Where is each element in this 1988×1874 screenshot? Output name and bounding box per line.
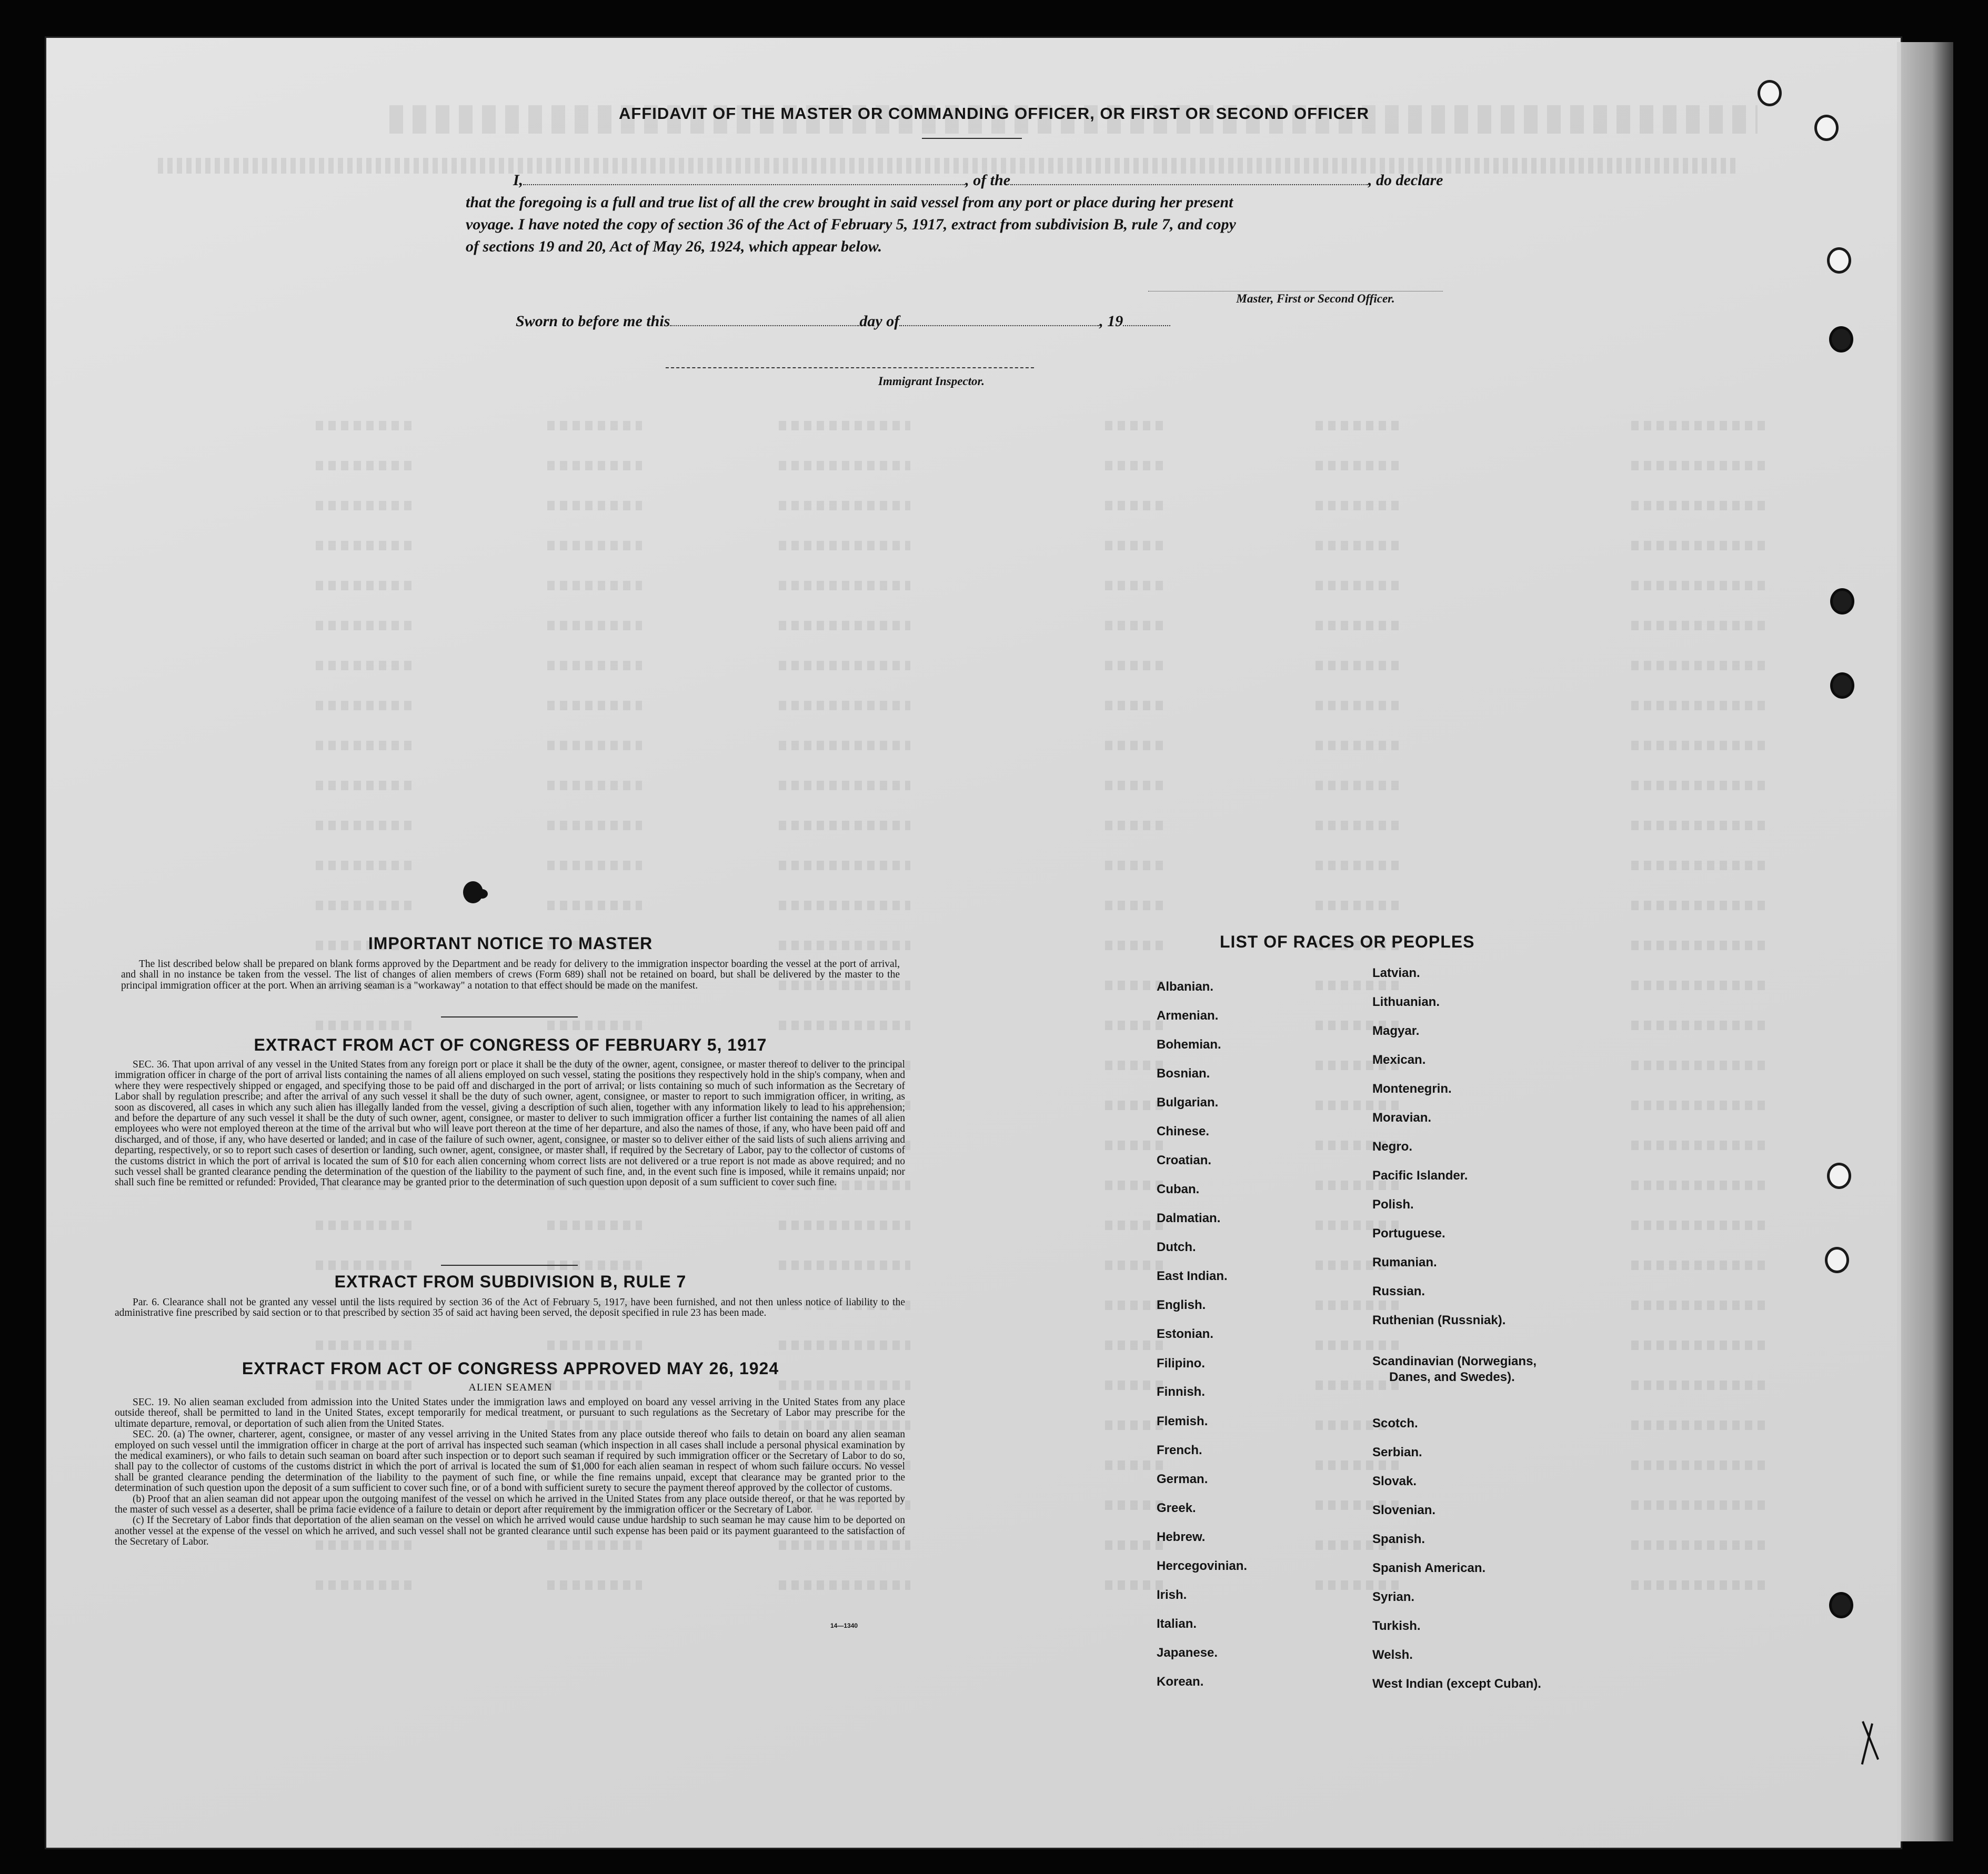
bleed-through-mark (1105, 501, 1168, 510)
bleed-through-mark (547, 501, 642, 510)
form-number: 14—1340 (830, 1622, 858, 1629)
bleed-through-mark (1105, 621, 1168, 630)
bleed-through-mark (316, 701, 416, 710)
bleed-through-mark (1105, 461, 1168, 470)
race-item: Croatian. (1157, 1153, 1212, 1167)
inspector-signature-label: Immigrant Inspector. (878, 375, 985, 388)
bleed-through-mark (316, 861, 416, 870)
bleed-through-mark (779, 661, 910, 670)
name-blank (523, 184, 965, 185)
race-item: Rumanian. (1372, 1255, 1437, 1270)
bleed-through-mark (1631, 981, 1768, 990)
page-edge-strip (1901, 42, 1953, 1841)
extract-1924-title: EXTRACT FROM ACT OF CONGRESS APPROVED MAY 26, 1924 (242, 1359, 779, 1378)
binder-hole-icon (1829, 1592, 1853, 1618)
race-item: Turkish. (1372, 1619, 1421, 1633)
page-edge (1897, 42, 1901, 1841)
race-item: Scotch. (1372, 1416, 1418, 1430)
extract-rule7-title: EXTRACT FROM SUBDIVISION B, RULE 7 (334, 1272, 687, 1291)
race-item: Scandinavian (Norwegians, (1372, 1354, 1537, 1368)
notice-paragraph: The list described below shall be prepared on blank forms approved by the Department and be ready for delivery to the immigration inspector boarding the vessel at the port of arrival, and shall in no instance be taken from the vessel. The list of changes of alien members of crews (Form 689) shall not be retained on board, but shall be delivered by the master to the principal immigration officer at the port. When an arriving seaman is a "workaway" a notation to that effect should be made on the manifest. (121, 959, 900, 991)
notice-title: IMPORTANT NOTICE TO MASTER (368, 934, 653, 953)
bleed-through-mark (1105, 661, 1168, 670)
affidavit-of-the: , of the (965, 172, 1011, 189)
bleed-through-mark (779, 901, 910, 910)
bleed-through-mark (779, 501, 910, 510)
bleed-through-mark (316, 1341, 416, 1350)
bleed-through-mark (1105, 741, 1168, 750)
bleed-through-mark (1631, 1021, 1768, 1030)
bleed-through-mark (1631, 1221, 1768, 1230)
race-item: Greek. (1157, 1501, 1196, 1515)
bleed-through-mark (1631, 901, 1768, 910)
sworn-text: Sworn to before me this (516, 313, 670, 330)
race-item: Finnish. (1157, 1385, 1205, 1399)
binder-hole-icon (1830, 588, 1854, 614)
bleed-through-mark (547, 621, 642, 630)
bleed-through-mark (1105, 1341, 1168, 1350)
bleed-through-mark (779, 1221, 910, 1230)
bleed-through-mark (1316, 861, 1400, 870)
race-item: Lithuanian. (1372, 995, 1440, 1009)
bleed-through-mark (1316, 421, 1400, 430)
race-item: Hercegovinian. (1157, 1559, 1248, 1573)
section-19-paragraph: SEC. 19. No alien seaman excluded from admission into the United States under the immigration laws and employed on board any vessel arriving in the United States from any place outside thereof, shall be permitted to land in the United States, except temporarily for medical treatment, or pursuant to such regulations as the Secretary of Labor may prescribe for the ultimate departure, removal, or deportation of such alien from the United States. (115, 1397, 905, 1429)
race-item: East Indian. (1157, 1269, 1228, 1283)
sworn-day-of: day of (859, 313, 900, 330)
bleed-through-mark (1631, 701, 1768, 710)
bleed-through-mark (547, 541, 642, 550)
bleed-through-mark (1316, 661, 1400, 670)
bleed-through-mark (316, 461, 416, 470)
binder-hole-icon (1830, 672, 1854, 699)
bleed-through-mark (1631, 1141, 1768, 1150)
bleed-through-mark (1631, 1381, 1768, 1390)
bleed-through-mark (547, 701, 642, 710)
race-item: Hebrew. (1157, 1530, 1206, 1544)
race-item: Spanish. (1372, 1532, 1425, 1546)
bleed-through-mark (1631, 1500, 1768, 1510)
race-item: Italian. (1157, 1617, 1197, 1631)
bleed-through-mark (1316, 501, 1400, 510)
race-item: Portuguese. (1372, 1226, 1445, 1241)
bleed-through-mark (1316, 781, 1400, 790)
bleed-through-mark (316, 421, 416, 430)
race-item: Irish. (1157, 1588, 1187, 1602)
bleed-through-mark (1631, 861, 1768, 870)
bleed-through-mark (1631, 421, 1768, 430)
affidavit-line-3: voyage. I have noted the copy of section 36 of the Act of February 5, 1917, extract from subdivision B, rule 7, and copy (466, 216, 1236, 233)
title-underline (922, 138, 1022, 139)
bleed-through-mark (1316, 621, 1400, 630)
race-item: Dalmatian. (1157, 1211, 1221, 1225)
bleed-through-mark (1105, 1141, 1168, 1150)
bleed-through-mark (1631, 1341, 1768, 1350)
notice-text (121, 959, 900, 991)
vessel-blank (1010, 184, 1368, 185)
race-item: Slovenian. (1372, 1503, 1436, 1517)
bleed-through-mark (1631, 781, 1768, 790)
race-item: Mexican. (1372, 1053, 1426, 1067)
races-title: LIST OF RACES OR PEOPLES (1220, 932, 1475, 951)
bleed-through-mark (1631, 1460, 1768, 1470)
bleed-through-mark (779, 581, 910, 590)
bleed-through-mark (1105, 821, 1168, 830)
bleed-through-mark (1105, 941, 1168, 950)
extract-1924-text (115, 1397, 905, 1548)
bleed-through-mark (1316, 461, 1400, 470)
binder-hole-icon (1825, 1247, 1849, 1273)
race-item: Cuban. (1157, 1182, 1200, 1196)
race-item: Serbian. (1372, 1445, 1422, 1459)
bleed-through-mark (779, 541, 910, 550)
bleed-through-mark (1316, 1580, 1400, 1590)
bleed-through-mark (547, 821, 642, 830)
bleed-through-mark (547, 581, 642, 590)
bleed-through-mark (1631, 821, 1768, 830)
bleed-through-mark (1105, 901, 1168, 910)
race-item: Japanese. (1157, 1646, 1218, 1660)
bleed-through-mark (1316, 541, 1400, 550)
race-item: Russian. (1372, 1284, 1425, 1298)
bleed-through-mark (1105, 861, 1168, 870)
bleed-through-mark (1105, 581, 1168, 590)
race-item: Filipino. (1157, 1356, 1205, 1371)
bleed-through-mark (316, 661, 416, 670)
race-item: Polish. (1372, 1197, 1414, 1212)
bleed-through-mark (316, 741, 416, 750)
bleed-through-mark (547, 1021, 642, 1030)
bleed-through-mark (779, 861, 910, 870)
bleed-through-mark (1316, 1301, 1400, 1310)
sworn-year: , 19 (1099, 313, 1123, 330)
race-item: Syrian. (1372, 1590, 1415, 1604)
bleed-through-mark (316, 1021, 416, 1030)
binder-hole-icon (1829, 326, 1853, 352)
section-20c-paragraph: (c) If the Secretary of Labor finds that deportation of the alien seaman on the vessel on which he arrived would cause undue hardship to such seaman he may cause him to be deported on another vessel at the expense of the vessel on which he arrived, and such vessel shall not be granted clearance until such expense has been paid or its payment guaranteed to the satisfaction of the Secretary of Labor. (115, 1515, 905, 1548)
bleed-through-mark (547, 461, 642, 470)
section-20a-paragraph: SEC. 20. (a) The owner, charterer, agent, consignee, or master of any vessel arriving in the United States from any place outside thereof who fails to detain on board any alien seaman employed on such vessel until the immigration officer in charge at the port of arrival has inspected such seaman (which inspection in all cases shall include a personal physical examination by the medical examiners), or who fails to detain such seaman on board after such inspection or to deport such seaman if required by such immigration officer or the Secretary of Labor to do so, shall pay to the collector of customs of the customs district in which the port of arrival is located the sum of $1,000 for each alien seaman in respect of whom such failure occurs. No vessel shall be granted clearance pending the determination of the liability to the payment of such fine, or while the fine remains unpaid, except that clearance may be granted prior to the determination of such question upon the deposit of a sum sufficient to cover such fine, or of a bond with sufficient surety to secure the payment thereof approved by the collector of customs. (115, 1429, 905, 1494)
bleed-through-mark (547, 901, 642, 910)
bleed-through-mark (1631, 621, 1768, 630)
day-blank (670, 325, 859, 326)
bleed-through-mark (316, 1580, 416, 1590)
bleed-through-mark (1105, 1460, 1168, 1470)
race-item: Ruthenian (Russniak). (1372, 1313, 1506, 1327)
binder-hole-icon (1827, 247, 1851, 274)
bleed-through-mark (1316, 1381, 1400, 1390)
bleed-through-mark (1316, 701, 1400, 710)
race-item: Montenegrin. (1372, 1082, 1452, 1096)
ink-stain (476, 889, 488, 899)
bleed-through-mark (316, 1261, 416, 1270)
bleed-through-mark (1631, 1101, 1768, 1110)
section-36-paragraph: SEC. 36. That upon arrival of any vessel in the United States from any foreign port or place it shall be the duty of the owner, agent, consignee, or master thereof to deliver to the principal immigration officer in charge of the port of arrival lists containing the names of all aliens employed on such vessel, stating the positions they respectively hold in the ship's company, when and where they were respectively shipped or engaged, and specifying those to be paid off and discharged in the port of arrival; or lists containing so much of such information as the Secretary of Labor shall by regulation prescribe; and after the arrival of any such vessel it shall be the duty of such owner, agent, consignee, or master to report to such immigration officer, in writing, as soon as discovered, all cases in which any such alien has illegally landed from the vessel, giving a description of such alien, together with any information likely to lead to his apprehension; and before the departure of any such vessel it shall be the duty of such owner, agent, consignee, or master to deliver to such immigration officer a further list containing the names of all alien employees who were not employed thereon at the time of the arrival but who will leave port thereon at the time of her departure, and also the names of those, if any, who have been paid off and discharged, and of those, if any, who have deserted or landed; and in case of the failure of such owner, agent, consignee, or master so to deliver either of the said lists of such aliens arriving and departing, respectively, or so to report such cases of desertion or landing, such owner, agent, consignee, or master shall, if required by the Secretary of Labor, pay to the collector of customs of the customs district in which the port of arrival is located the sum of $10 for each alien concerning whom correct lists are not delivered or a true report is not made as above required; and no such vessel shall be granted clearance pending the determination of the question of the liability to the payment of such fine, and, in the event such fine is imposed, while it remains unpaid; nor shall such fine be remitted or refunded: Provided, That clearance may be granted prior to the determination of such question upon deposit of a sum sufficient to cover such fine. (115, 1059, 905, 1188)
bleed-through-mark (547, 661, 642, 670)
race-item: German. (1157, 1472, 1208, 1486)
month-blank (899, 325, 1099, 326)
race-item: Armenian. (1157, 1009, 1219, 1023)
race-item: Pacific Islander. (1372, 1168, 1468, 1183)
bleed-through-mark (1631, 501, 1768, 510)
race-item: Danes, and Swedes). (1389, 1370, 1515, 1384)
section-divider (441, 1016, 578, 1017)
master-signature-label: Master, First or Second Officer. (1236, 292, 1395, 305)
bleed-through-mark (1631, 581, 1768, 590)
bleed-through-mark (1316, 581, 1400, 590)
bleed-through-mark (1316, 1101, 1400, 1110)
bleed-through-mark (779, 701, 910, 710)
par-6-paragraph: Par. 6. Clearance shall not be granted any vessel until the lists required by section 36 of the Act of February 5, 1917, have been furnished, and not then unless notice of liability to the administrative fine prescribed by said section or to that prescribed by section 35 of said act having been served, the deposit specified in rule 23 has been made. (115, 1297, 905, 1319)
bleed-through-mark (1631, 1580, 1768, 1590)
bleed-through-mark (779, 421, 910, 430)
bleed-through-mark (1316, 901, 1400, 910)
bleed-through-mark (1631, 941, 1768, 950)
bleed-through-mark (316, 821, 416, 830)
bleed-through-mark (1631, 1181, 1768, 1190)
race-item: Spanish American. (1372, 1561, 1486, 1575)
bleed-through-mark (547, 421, 642, 430)
bleed-through-mark (1105, 781, 1168, 790)
bleed-through-mark (1631, 1301, 1768, 1310)
bleed-through-mark (316, 501, 416, 510)
bleed-through-mark (316, 581, 416, 590)
bleed-through-mark (1316, 981, 1400, 990)
bleed-through-mark (547, 861, 642, 870)
race-item: Bosnian. (1157, 1066, 1210, 1081)
bleed-through-mark (779, 1580, 910, 1590)
bleed-through-mark (1631, 741, 1768, 750)
binder-hole-icon (1827, 1163, 1851, 1189)
bleed-through-mark (779, 1341, 910, 1350)
year-blank (1123, 325, 1170, 326)
extract-rule7-text (115, 1297, 905, 1319)
bleed-through-mark (547, 1341, 642, 1350)
bleed-through-mark (1105, 701, 1168, 710)
race-item: Welsh. (1372, 1648, 1413, 1662)
bleed-through-mark (779, 781, 910, 790)
affidavit-line-4: of sections 19 and 20, Act of May 26, 1924, which appear below. (466, 238, 882, 255)
affidavit-line-1 (513, 169, 1443, 192)
race-item: Chinese. (1157, 1124, 1210, 1138)
section-divider (441, 1265, 578, 1266)
bleed-through-mark (779, 741, 910, 750)
race-item: English. (1157, 1298, 1206, 1312)
bleed-through-mark (1316, 741, 1400, 750)
bleed-through-mark (1316, 1460, 1400, 1470)
section-20b-paragraph: (b) Proof that an alien seaman did not appear upon the outgoing manifest of the vessel on which he arrived in the United States from any place outside thereof, or that he was reported by the master of such vessel as a deserter, shall be prima facie evidence of a failure to detain or deport after requirement by the immigration officer or the Secretary of Labor. (115, 1493, 905, 1516)
bleed-through-mark (1105, 421, 1168, 430)
race-item: West Indian (except Cuban). (1372, 1677, 1541, 1691)
bleed-through-mark (547, 1221, 642, 1230)
race-item: Estonian. (1157, 1327, 1214, 1341)
race-item: Dutch. (1157, 1240, 1196, 1254)
bleed-through-mark (779, 621, 910, 630)
extract-1917-text (115, 1060, 905, 1188)
bleed-through-mark (316, 901, 416, 910)
bleed-through-mark (547, 781, 642, 790)
race-item: Latvian. (1372, 966, 1420, 980)
bleed-through-mark (316, 541, 416, 550)
sworn-line (516, 310, 1170, 333)
bleed-through-mark (1631, 461, 1768, 470)
bleed-through-mark (547, 741, 642, 750)
bleed-through-mark (316, 781, 416, 790)
affidavit-line-2: that the foregoing is a full and true list of all the crew brought in said vessel from any port or place during her present (466, 194, 1233, 211)
race-item: Negro. (1372, 1140, 1413, 1154)
bleed-through-mark (1631, 1540, 1768, 1550)
race-item: Korean. (1157, 1675, 1204, 1689)
bleed-through-mark (1631, 541, 1768, 550)
affidavit-declare: , do declare (1368, 172, 1443, 189)
bleed-through-mark (1316, 821, 1400, 830)
bleed-through-mark (1631, 1420, 1768, 1430)
race-item: Slovak. (1372, 1474, 1417, 1488)
extract-1917-title: EXTRACT FROM ACT OF CONGRESS OF FEBRUARY 5, 1917 (254, 1035, 767, 1054)
bleed-through-mark (779, 461, 910, 470)
race-item: French. (1157, 1443, 1202, 1457)
race-item: Moravian. (1372, 1111, 1432, 1125)
alien-seamen-subtitle: ALIEN SEAMEN (468, 1382, 553, 1393)
race-item: Flemish. (1157, 1414, 1208, 1428)
race-item: Magyar. (1372, 1024, 1420, 1038)
bleed-through-mark (1631, 1061, 1768, 1070)
bleed-through-mark (1316, 1341, 1400, 1350)
bleed-through-mark (316, 621, 416, 630)
bleed-through-mark (547, 1580, 642, 1590)
bleed-through-mark (1105, 541, 1168, 550)
affidavit-title: AFFIDAVIT OF THE MASTER OR COMMANDING OFFICER, OR FIRST OR SECOND OFFICER (618, 104, 1370, 123)
affidavit-i: I, (513, 172, 524, 189)
bleed-through-mark (316, 1221, 416, 1230)
bleed-through-mark (1631, 1261, 1768, 1270)
binder-hole-icon (1758, 80, 1782, 106)
bleed-through-mark (779, 1021, 910, 1030)
race-item: Albanian. (1157, 980, 1214, 994)
race-item: Bulgarian. (1157, 1095, 1219, 1110)
inspector-signature-line (666, 367, 1034, 368)
bleed-through-mark (1631, 661, 1768, 670)
race-item: Bohemian. (1157, 1037, 1221, 1052)
bleed-through-mark (779, 821, 910, 830)
bleed-through-mark (779, 1261, 910, 1270)
